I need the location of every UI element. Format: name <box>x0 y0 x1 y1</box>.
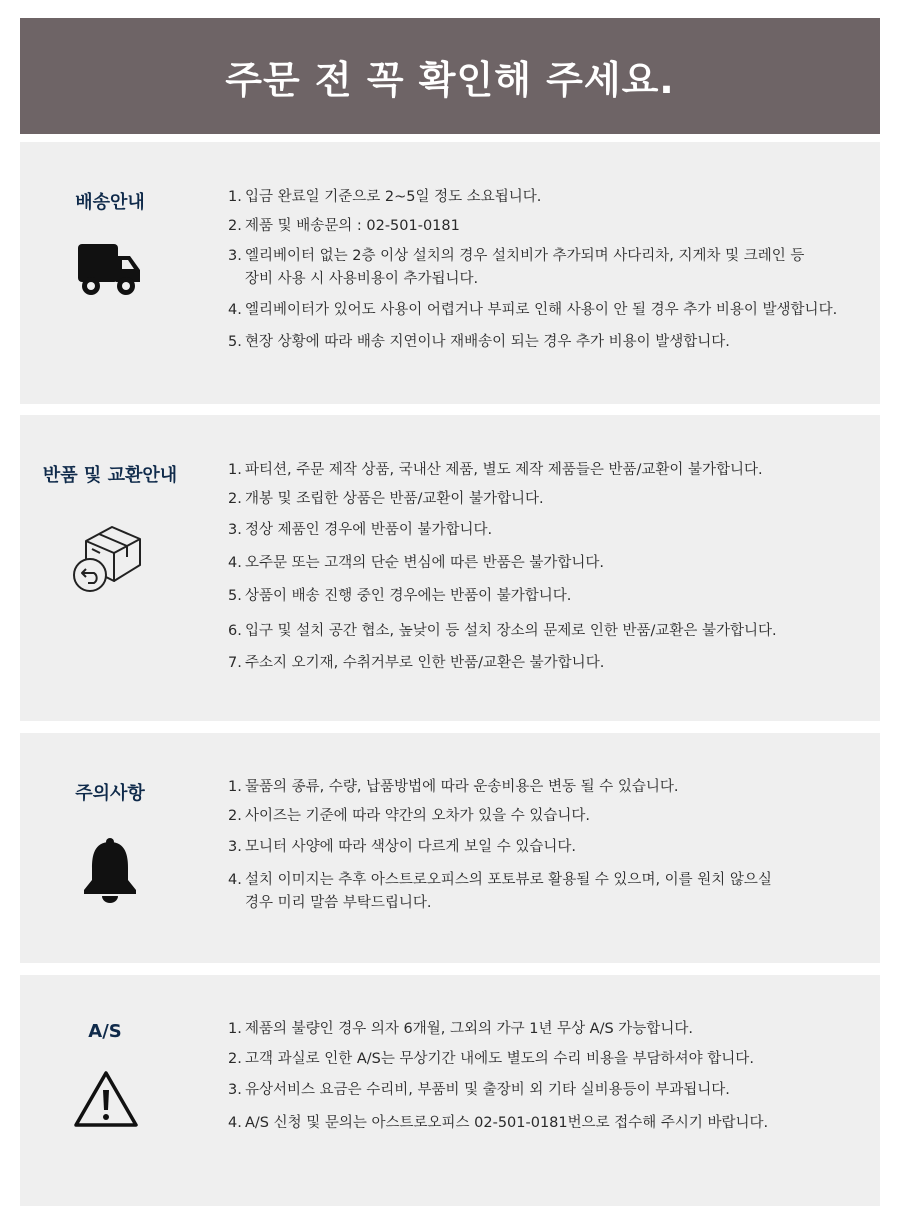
list-item: 5. 상품이 배송 진행 중인 경우에는 반품이 불가합니다. <box>228 588 572 604</box>
list-item: 4. A/S 신청 및 문의는 아스트로오피스 02-501-0181번으로 접수해 주시기 바랍니다. <box>228 1115 769 1131</box>
section-return-exchange <box>20 415 880 721</box>
section-title: 배송안내 <box>75 192 145 213</box>
delivery-list <box>228 186 837 354</box>
warning-triangle-icon <box>73 1070 139 1128</box>
list-item: 1. 물품의 종류, 수량, 납품방법에 따라 운송비용은 변동 될 수 있습니다. <box>228 779 679 795</box>
list-item: 5. 현장 상황에 따라 배송 지연이나 재배송이 되는 경우 추가 비용이 발생합니다. <box>228 334 730 350</box>
truck-icon <box>76 242 144 298</box>
list-item: 3. 모니터 사양에 따라 색상이 다르게 보일 수 있습니다. <box>228 839 577 855</box>
page-title: 주문 전 꼭 확인해 주세요. <box>225 57 675 102</box>
caution-list <box>228 776 772 915</box>
list-item: 3. 유상서비스 요금은 수리비, 부품비 및 출장비 외 기타 실비용등이 부과됩니다. <box>228 1082 730 1098</box>
list-item: 2. 제품 및 배송문의 : 02-501-0181 <box>228 218 460 234</box>
list-item: 7. 주소지 오기재, 수취거부로 인한 반품/교환은 불가합니다. <box>228 655 605 671</box>
list-item: 6. 입구 및 설치 공간 협소, 높낮이 등 설치 장소의 문제로 인한 반품/교환은 불가합니다. <box>228 623 777 639</box>
section-delivery <box>20 142 880 404</box>
section-caution <box>20 733 880 963</box>
list-item: 2. 사이즈는 기준에 따라 약간의 오차가 있을 수 있습니다. <box>228 808 591 824</box>
section-title: 반품 및 교환안내 <box>42 465 178 486</box>
list-item: 3. 정상 제품인 경우에 반품이 불가합니다. <box>228 522 493 538</box>
section-title: 주의사항 <box>75 783 145 804</box>
section-after-service <box>20 975 880 1206</box>
list-item: 1. 파티션, 주문 제작 상품, 국내산 제품, 별도 제작 제품들은 반품/교환이 불가합니다. <box>228 462 763 478</box>
list-item: 3. 엘리베이터 없는 2층 이상 설치의 경우 설치비가 추가되며 사다리차, 지게차 및 크레인 등 장비 사용 시 사용비용이 추가됩니다. <box>228 248 805 287</box>
bell-icon <box>82 836 138 904</box>
section-title: A/S <box>88 1021 122 1042</box>
list-item: 2. 고객 과실로 인한 A/S는 무상기간 내에도 별도의 수리 비용을 부담하셔야 합니다. <box>228 1051 754 1067</box>
as-list <box>228 1018 768 1135</box>
list-item: 4. 엘리베이터가 있어도 사용이 어렵거나 부피로 인해 사용이 안 될 경우 추가 비용이 발생합니다. <box>228 302 838 318</box>
return-list <box>228 459 777 675</box>
list-item: 1. 입금 완료일 기준으로 2~5일 정도 소요됩니다. <box>228 189 542 205</box>
list-item: 1. 제품의 불량인 경우 의자 6개월, 그외의 가구 1년 무상 A/S 가능합니다. <box>228 1021 693 1037</box>
box-return-icon <box>70 521 146 593</box>
page-header <box>20 18 880 134</box>
list-item: 4. 오주문 또는 고객의 단순 변심에 따른 반품은 불가합니다. <box>228 555 605 571</box>
list-item: 4. 설치 이미지는 추후 아스트로오피스의 포토뷰로 활용될 수 있으며, 이를 원치 않으실 경우 미리 말씀 부탁드립니다. <box>228 872 772 911</box>
list-item: 2. 개봉 및 조립한 상품은 반품/교환이 불가합니다. <box>228 491 544 507</box>
